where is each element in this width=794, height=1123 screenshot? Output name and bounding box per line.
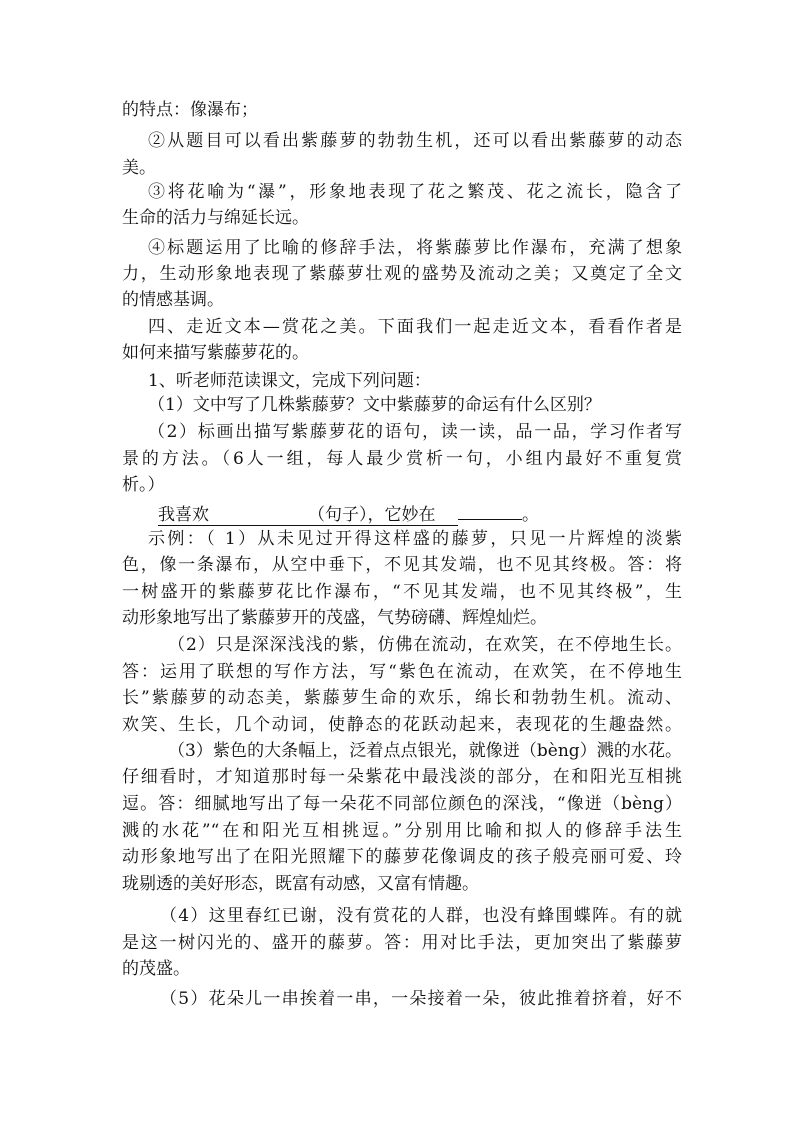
example-line: （3）紫色的大条幅上，泛着点点银光，就像迸（bèng）溅的水花。 [168,741,682,761]
blank-underline: 我喜欢 [158,503,308,526]
text-line: 美。 [122,158,156,178]
text-line: ④标题运用了比喻的修辞手法，将紫藤萝比作瀑布，充满了想象 [148,238,682,258]
text-line: 力，生动形象地表现了紫藤萝壮观的盛势及流动之美；又奠定了全文 [122,264,682,284]
example-line: 的茂盛。 [122,959,190,979]
example-line: （5）花朵儿一串挨着一串，一朵接着一朵，彼此推着挤着，好不 [160,989,682,1009]
fill-in-blank [158,497,558,525]
example-line: 答：运用了联想的写作方法，写“紫色在流动，在欢笑，在不停地生 [122,662,682,682]
example-line: （4）这里春红已谢，没有赏花的人群，也没有蜂围蝶阵。有的就 [160,906,682,926]
example-line: 欢笑、生长，几个动词，使静态的花跃动起来，表现花的生趣盎然。 [122,715,682,735]
example-line: 是这一树闪光的、盛开的藤萝。答：用对比手法，更加突出了紫藤萝 [122,933,682,953]
blank-underline [458,497,522,520]
example-line: 逗。答：细腻地写出了每一朵花不同部位颜色的深浅，“像迸（bèng） [122,794,682,814]
example-line: 示例：（ 1）从未见过开得这样盛的藤萝，只见一片辉煌的淡紫 [148,529,682,549]
text-line: 四、走近文本—赏花之美。下面我们一起走近文本，看看作者是 [148,317,682,337]
text-line: ②从题目可以看出紫藤萝的勃勃生机，还可以看出紫藤萝的动态 [148,131,682,151]
text-line: 的情感基调。 [122,290,224,310]
text-line: 1、听老师范读课文，完成下列问题： [148,371,431,391]
blank-end-mark: 。 [522,505,539,525]
example-line: 动形象地写出了在阳光照耀下的藤萝花像调皮的孩子般亮丽可爱、玲 [122,847,682,867]
example-line: 色，像一条瀑布，从空中垂下，不见其发端，也不见其终极。答：将 [122,555,682,575]
blank-underline: （句子），它妙在 [308,503,458,526]
example-line: 动形象地写出了紫藤萝开的茂盛，气势磅礴、辉煌灿烂。 [122,608,547,628]
text-line: 景的方法。（6人一组，每人最少赏析一句，小组内最好不重复赏 [122,449,682,469]
text-line: （1）文中写了几株紫藤萝？文中紫藤萝的命运有什么区别？ [148,395,601,415]
text-line: 如何来描写紫藤萝花的。 [122,343,309,363]
text-line: 析。） [122,475,165,495]
text-line: （2）标画出描写紫藤萝花的语句，读一读，品一品，学习作者写 [148,422,682,442]
example-line: 一树盛开的紫藤萝花比作瀑布，“不见其发端，也不见其终极”，生 [122,582,682,602]
example-line: 仔细看时，才知道那时每一朵紫花中最浅淡的部分，在和阳光互相挑 [122,767,682,787]
text-line: 的特点：像瀑布； [122,100,258,120]
example-line: 珑剔透的美好形态，既富有动感，又富有情趣。 [122,874,479,894]
example-line: （2）只是深深浅浅的紫，仿佛在流动，在欢笑，在不停地生长。 [168,635,682,655]
example-line: 长”紫藤萝的动态美，紫藤萝生命的欢乐，绵长和勃勃生机。流动、 [122,688,682,708]
example-line: 溅的水花”“在和阳光互相挑逗。”分别用比喻和拟人的修辞手法生 [122,821,682,841]
text-line: ③将花喻为“瀑”，形象地表现了花之繁茂、花之流长，隐含了 [148,182,682,202]
text-line: 生命的活力与绵延长远。 [122,208,309,228]
